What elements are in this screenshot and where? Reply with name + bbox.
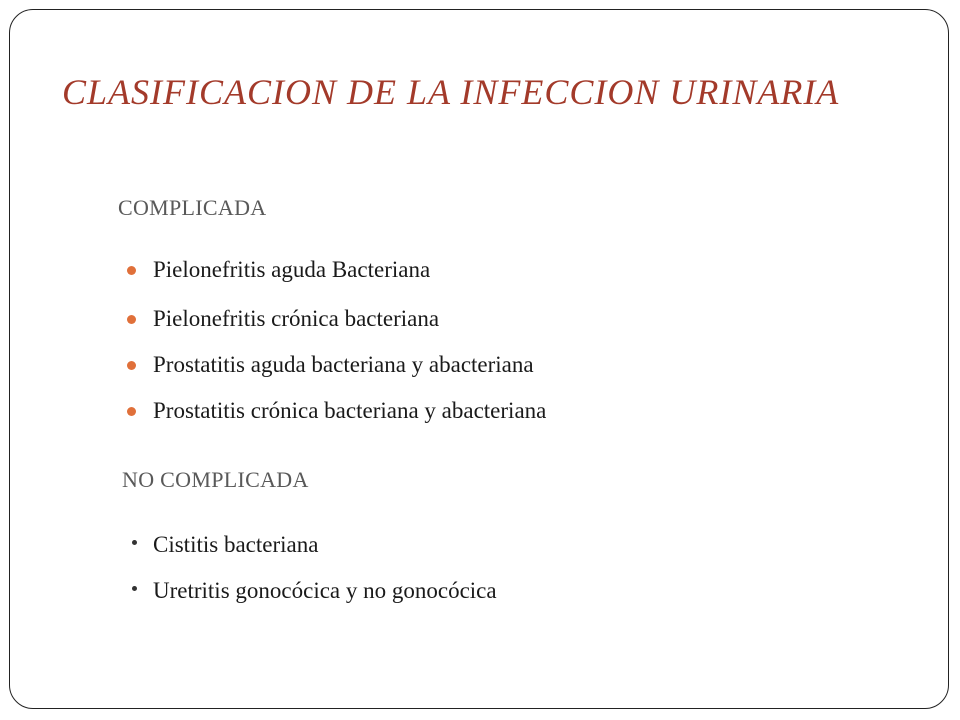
bullet-icon bbox=[127, 266, 136, 275]
bullet-icon bbox=[127, 315, 136, 324]
bullet-icon bbox=[127, 407, 136, 416]
section-heading-no-complicada: NO COMPLICADA bbox=[122, 467, 309, 492]
list-item-text: Pielonefritis crónica bacteriana bbox=[153, 306, 440, 331]
bullet-icon bbox=[132, 586, 137, 591]
list-item-text: Prostatitis aguda bacteriana y abacteriana bbox=[153, 352, 534, 377]
list-item-text: Prostatitis crónica bacteriana y abacteriana bbox=[153, 398, 547, 423]
slide-title: CLASIFICACION DE LA INFECCION URINARIA bbox=[62, 72, 840, 112]
list-item-text: Uretritis gonocócica y no gonocócica bbox=[153, 578, 497, 603]
section-heading-complicada: COMPLICADA bbox=[118, 195, 267, 220]
bullet-icon bbox=[132, 540, 137, 545]
list-item-text: Pielonefritis aguda Bacteriana bbox=[153, 257, 431, 282]
bullet-icon bbox=[127, 361, 136, 370]
list-item-text: Cistitis bacteriana bbox=[153, 532, 319, 557]
